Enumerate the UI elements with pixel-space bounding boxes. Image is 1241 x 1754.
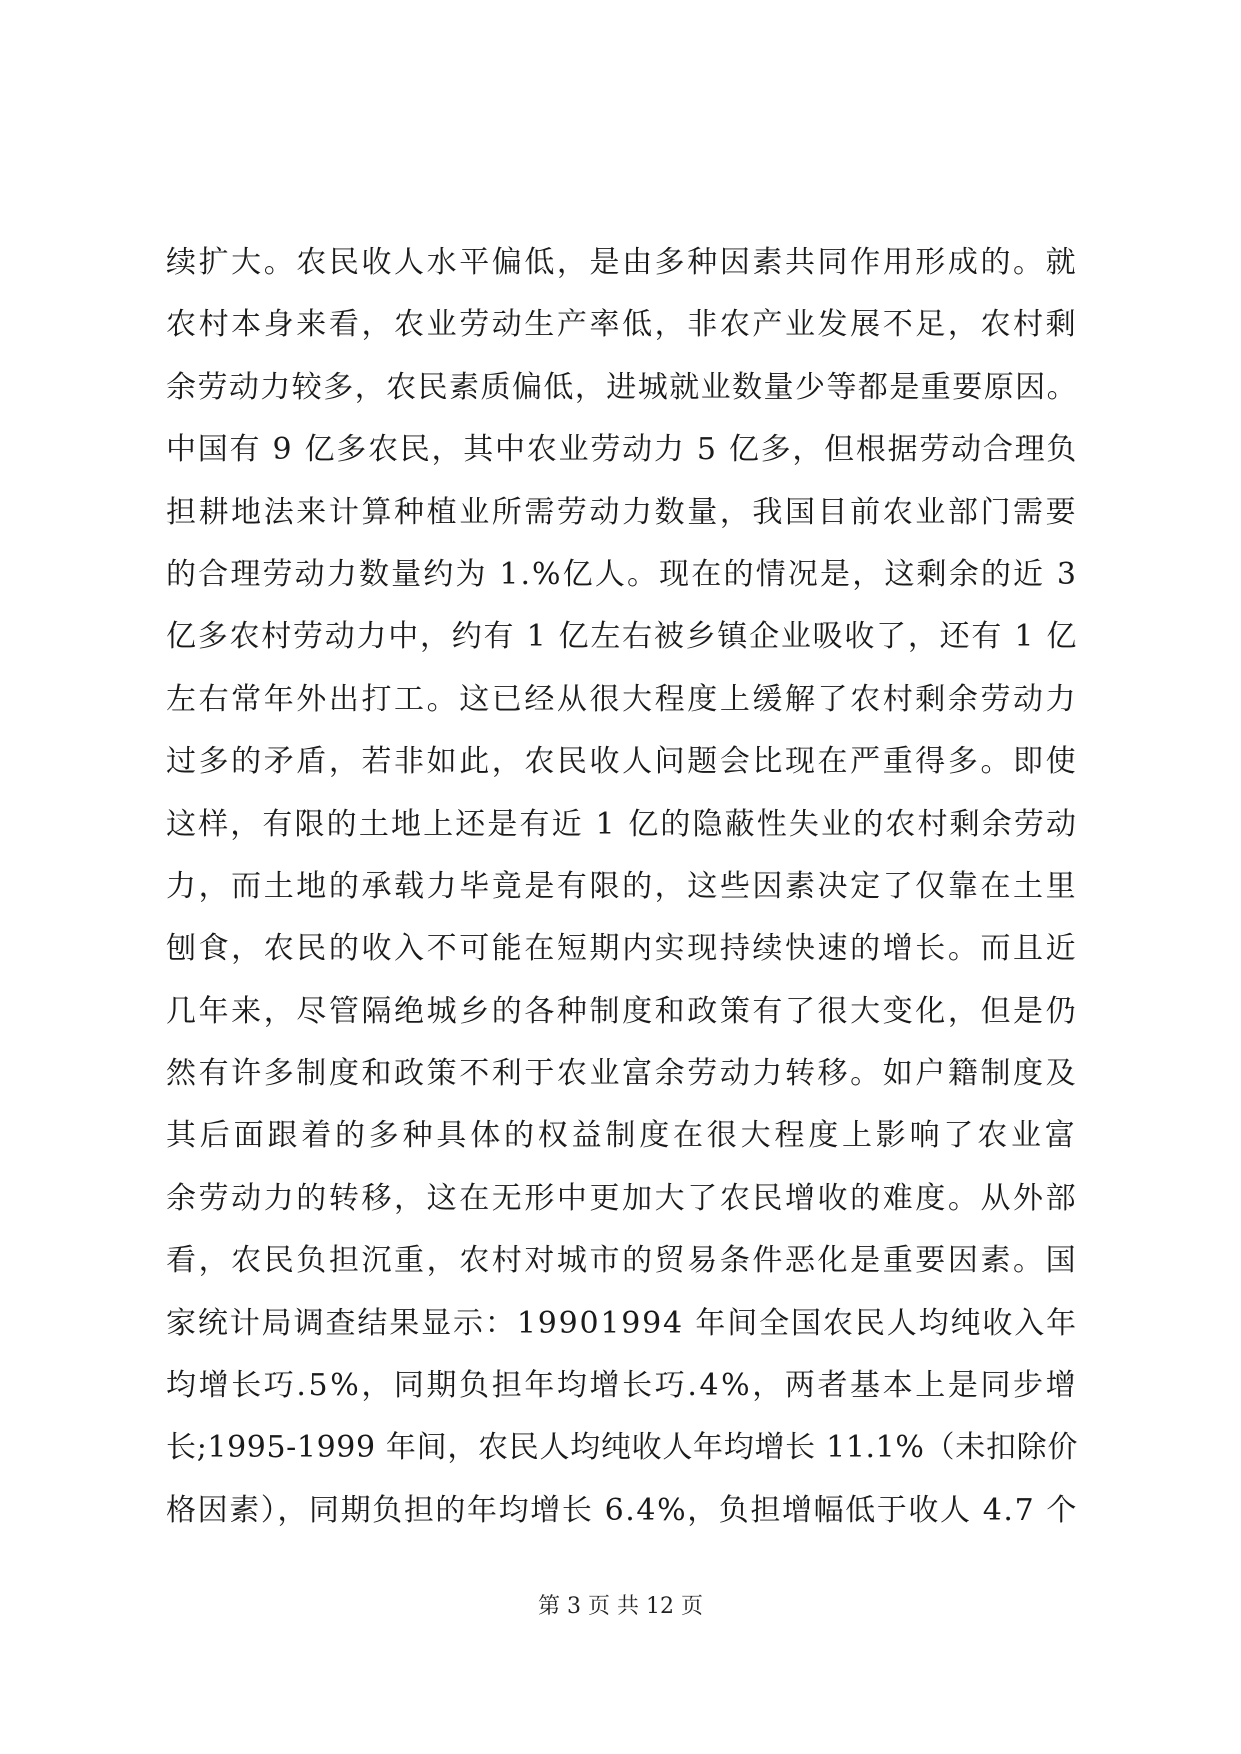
text-line: 刨食，农民的收入不可能在短期内实现持续快速的增长。而且近 bbox=[166, 931, 1078, 967]
text-line: 格因素），同期负担的年均增长 6.4%，负担增幅低于收人 4.7 个 bbox=[166, 1492, 1078, 1528]
text-line: 几年来，尽管隔绝城乡的各种制度和政策有了很大变化，但是仍 bbox=[166, 993, 1078, 1029]
text-line: 然有许多制度和政策不利于农业富余劳动力转移。如户籍制度及 bbox=[166, 1056, 1078, 1092]
page-number-footer: 第 3 页 共 12 页 bbox=[538, 1594, 703, 1619]
text-line: 余劳动力较多，农民素质偏低，进城就业数量少等都是重要原因。 bbox=[166, 369, 1078, 405]
text-line: 担耕地法来计算种植业所需劳动力数量，我国目前农业部门需要 bbox=[166, 494, 1078, 530]
text-line: 力，而土地的承载力毕竟是有限的，这些因素决定了仅靠在土里 bbox=[166, 868, 1078, 904]
text-line: 农村本身来看，农业劳动生产率低，非农产业发展不足，农村剩 bbox=[166, 307, 1078, 343]
text-line: 家统计局调查结果显示：19901994 年间全国农民人均纯收入年 bbox=[166, 1305, 1078, 1341]
text-line: 其后面跟着的多种具体的权益制度在很大程度上影响了农业富 bbox=[166, 1118, 1078, 1154]
text-line: 中国有 9 亿多农民，其中农业劳动力 5 亿多，但根据劳动合理负 bbox=[166, 432, 1078, 468]
text-line: 亿多农村劳动力中，约有 1 亿左右被乡镇企业吸收了，还有 1 亿 bbox=[166, 619, 1078, 655]
text-line: 左右常年外出打工。这已经从很大程度上缓解了农村剩余劳动力 bbox=[166, 681, 1078, 717]
body-paragraph bbox=[166, 232, 1078, 1542]
text-line: 均增长巧.5%，同期负担年均增长巧.4%，两者基本上是同步增 bbox=[166, 1368, 1079, 1404]
text-line: 这样，有限的土地上还是有近 1 亿的隐蔽性失业的农村剩余劳动 bbox=[166, 806, 1078, 842]
text-line: 余劳动力的转移，这在无形中更加大了农民增收的难度。从外部 bbox=[166, 1180, 1078, 1216]
text-line: 看，农民负担沉重，农村对城市的贸易条件恶化是重要因素。国 bbox=[166, 1243, 1078, 1279]
text-line: 过多的矛盾，若非如此，农民收人问题会比现在严重得多。即使 bbox=[166, 744, 1078, 780]
text-line: 续扩大。农民收人水平偏低，是由多种因素共同作用形成的。就 bbox=[166, 245, 1078, 280]
text-line: 长;1995-1999 年间，农民人均纯收人年均增长 11.1%（未扣除价 bbox=[166, 1430, 1078, 1466]
text-line: 的合理劳动力数量约为 1.%亿人。现在的情况是，这剩余的近 3 bbox=[166, 556, 1078, 592]
